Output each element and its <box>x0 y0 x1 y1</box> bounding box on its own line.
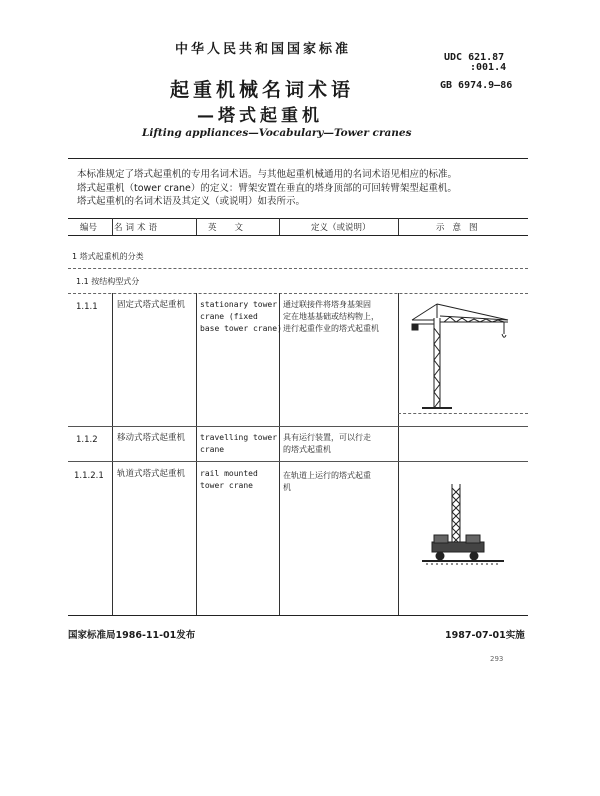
col-divider <box>196 293 197 615</box>
row-term: 轨道式塔式起重机 <box>117 469 186 479</box>
issued-date: 国家标准局1986-11-01发布 <box>68 630 196 641</box>
col-divider <box>398 293 399 615</box>
col-divider <box>279 218 280 235</box>
effective-date: 1987-07-01实施 <box>445 630 525 641</box>
header-english: 英文 <box>208 223 262 233</box>
row-definition: 在轨道上运行的塔式起重 机 <box>283 471 371 492</box>
header-term: 名词术语 <box>114 223 161 233</box>
tower-crane-illustration <box>404 298 522 413</box>
row-divider <box>68 461 528 462</box>
table-header <box>68 218 528 236</box>
col-divider <box>112 218 113 235</box>
english-title: Lifting appliances—Vocabulary—Tower cranes <box>142 127 412 139</box>
document-subtitle: —塔式起重机 <box>197 106 323 126</box>
udc-number-line2: :001.4 <box>470 62 507 73</box>
section-divider <box>68 268 528 269</box>
row-english: travelling tower crane <box>200 433 278 454</box>
col-divider <box>112 293 113 615</box>
intro-line: 本标准规定了塔式起重机的专用名词术语。与其他起重机械通用的名词术语见相应的标准。 <box>77 169 458 180</box>
row-number: 1.1.2 <box>76 435 98 445</box>
rail-tower-crane-illustration <box>420 480 520 580</box>
row-divider <box>398 413 528 414</box>
row-definition: 通过联接件将塔身基架固 定在地基基础或结构物上， 进行起重作业的塔式起重机 <box>283 300 379 333</box>
document-title: 起重机械名词术语 <box>170 79 355 101</box>
header-definition: 定义（或说明） <box>311 223 371 233</box>
row-divider <box>68 426 528 427</box>
section-heading: 1 塔式起重机的分类 <box>72 252 144 261</box>
table-bottom-border <box>68 615 528 616</box>
intro-line: 塔式起重机（tower crane）的定义：臂架安置在垂直的塔身顶部的可回转臂架型起重机。 <box>77 182 457 194</box>
intro-line: 塔式起重机的名词术语及其定义（或说明）如表所示。 <box>77 196 306 207</box>
subsection-divider <box>68 293 528 294</box>
page-number: 293 <box>490 655 504 663</box>
gb-standard-number: GB 6974.9—86 <box>440 80 513 91</box>
row-term: 固定式塔式起重机 <box>117 300 186 310</box>
subsection-heading: 1.1 按结构型式分 <box>76 277 140 286</box>
row-english: stationary tower crane (fixed base tower crane) <box>200 300 282 333</box>
header-diagram: 示意图 <box>436 223 486 233</box>
introduction-paragraph <box>77 168 517 209</box>
col-divider <box>196 218 197 235</box>
header-number: 编号 <box>80 223 98 233</box>
row-english: rail mounted tower crane <box>200 469 258 490</box>
row-number: 1.1.2.1 <box>74 471 104 481</box>
row-number: 1.1.1 <box>76 302 98 312</box>
title-divider <box>68 158 528 159</box>
col-divider <box>398 218 399 235</box>
national-standard-label: 中华人民共和国国家标准 <box>175 42 352 57</box>
udc-number: UDC 621.87 <box>444 52 505 63</box>
row-definition: 具有运行装置，可以行走 的塔式起重机 <box>283 433 371 454</box>
col-divider <box>279 293 280 615</box>
row-term: 移动式塔式起重机 <box>117 433 186 443</box>
